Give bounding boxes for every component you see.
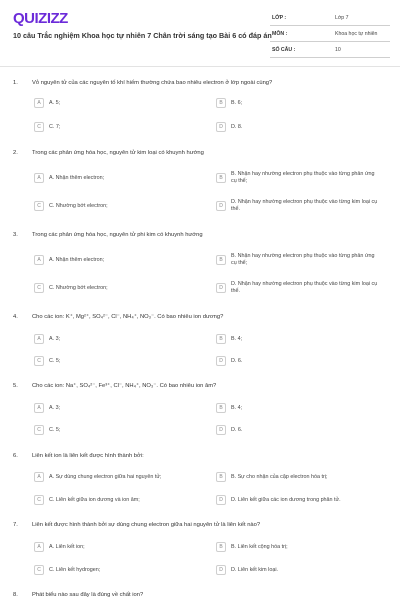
option-letter: C	[34, 201, 44, 211]
option-letter: A	[34, 255, 44, 265]
option-b[interactable]	[216, 98, 376, 110]
question-text: Liên kết được hình thành bởi sự dùng chung electron giữa hai nguyên tử là liên kết nào?	[32, 522, 261, 528]
question-number: 4.	[13, 314, 18, 320]
option-letter: D	[216, 283, 226, 293]
option-c[interactable]	[34, 425, 194, 437]
option-c[interactable]	[34, 201, 194, 213]
question-number: 3.	[13, 232, 18, 238]
option-letter: A	[34, 542, 44, 552]
meta-row-count	[270, 42, 390, 58]
option-letter: C	[34, 425, 44, 435]
option-letter: D	[216, 201, 226, 211]
option-text: A. Nhận thêm electron;	[49, 257, 105, 263]
meta-value: 10	[335, 47, 341, 53]
option-text: D. 6.	[231, 358, 243, 364]
meta-row-grade	[270, 10, 390, 26]
option-text: D. Liên kết kim loại.	[231, 567, 279, 573]
option-letter: C	[34, 356, 44, 366]
option-d[interactable]	[216, 283, 376, 295]
option-b[interactable]	[216, 255, 376, 267]
option-text: C. Liên kết giữa ion dương và ion âm;	[49, 497, 140, 503]
option-text: D. Liên kết giữa các ion dương trong phân tử.	[231, 497, 341, 503]
option-letter: D	[216, 565, 226, 575]
question-text: Phát biểu nào sau đây là đúng về chất ion?	[32, 592, 144, 598]
option-letter: D	[216, 495, 226, 505]
option-letter: A	[34, 334, 44, 344]
option-text: B. Nhận hay nhường electron phụ thuộc vào từng phản ứng cụ thể;	[231, 171, 375, 184]
option-letter: A	[34, 472, 44, 482]
option-c[interactable]	[34, 283, 194, 295]
option-text: C. Nhường bớt electron;	[49, 203, 108, 209]
option-text: C. Nhường bớt electron;	[49, 285, 108, 291]
option-text: B. 4;	[231, 336, 243, 342]
option-letter: D	[216, 356, 226, 366]
option-c[interactable]	[34, 122, 194, 134]
option-text: D. 6.	[231, 427, 243, 433]
option-text: A. Sự dùng chung electron giữa hai nguyên tử;	[49, 474, 162, 480]
question-text: Trong các phản ứng hóa học, nguyên tử kim loại có khuynh hướng	[32, 150, 204, 156]
option-a[interactable]	[34, 334, 194, 346]
option-letter: C	[34, 565, 44, 575]
option-letter: D	[216, 425, 226, 435]
meta-key: SỐ CÂU :	[272, 47, 296, 53]
question-number: 2.	[13, 150, 18, 156]
question-text: Trong các phản ứng hóa học, nguyên tử phi kim có khuynh hướng	[32, 232, 203, 238]
option-letter: B	[216, 255, 226, 265]
option-b[interactable]	[216, 173, 376, 185]
option-text: B. Liên kết cộng hóa trị;	[231, 544, 288, 550]
option-text: A. 5;	[49, 100, 61, 106]
option-c[interactable]	[34, 356, 194, 368]
option-letter: B	[216, 98, 226, 108]
worksheet-title: 10 câu Trắc nghiệm Khoa học tự nhiên 7 Chân trời sáng tạo Bài 6 có đáp án	[13, 31, 272, 40]
question-text: Cho các ion: Na⁺, SO₄²⁻, Fe³⁺, Cl⁻, NH₄⁺, NO₃⁻. Có bao nhiêu ion âm?	[32, 383, 217, 389]
option-text: D. 8.	[231, 124, 243, 130]
option-b[interactable]	[216, 542, 376, 554]
option-a[interactable]	[34, 403, 194, 415]
option-text: C. 5;	[49, 358, 61, 364]
option-text: B. Sự cho nhận của cặp electron hóa trị;	[231, 474, 328, 480]
option-d[interactable]	[216, 425, 376, 437]
option-letter: C	[34, 122, 44, 132]
option-text: A. Nhận thêm electron;	[49, 175, 105, 181]
option-text: D. Nhận hay nhường electron phụ thuộc vào từng kim loại cụ thể.	[231, 199, 378, 212]
meta-row-subject	[270, 26, 390, 42]
question-text: Cho các ion: K⁺, Mg²⁺, SO₄²⁻, Cl⁻, NH₄⁺, NO₃⁻. Có bao nhiêu ion dương?	[32, 314, 224, 320]
option-letter: A	[34, 173, 44, 183]
option-d[interactable]	[216, 495, 376, 507]
option-text: A. Liên kết ion;	[49, 544, 85, 550]
option-d[interactable]	[216, 565, 376, 577]
option-letter: B	[216, 542, 226, 552]
option-b[interactable]	[216, 403, 376, 415]
option-c[interactable]	[34, 565, 194, 577]
worksheet-header	[0, 0, 400, 64]
question-number: 6.	[13, 453, 18, 459]
question-text: Liên kết ion là liên kết được hình thành bởi:	[32, 453, 144, 459]
option-a[interactable]	[34, 98, 194, 110]
question-number: 1.	[13, 80, 18, 86]
option-letter: B	[216, 472, 226, 482]
option-text: C. 5;	[49, 427, 61, 433]
option-c[interactable]	[34, 495, 194, 507]
option-d[interactable]	[216, 201, 376, 213]
option-letter: B	[216, 173, 226, 183]
question-number: 7.	[13, 522, 18, 528]
option-a[interactable]	[34, 255, 194, 267]
option-a[interactable]	[34, 542, 194, 554]
option-a[interactable]	[34, 472, 194, 484]
worksheet-meta-table	[270, 10, 390, 58]
option-b[interactable]	[216, 472, 376, 484]
option-letter: C	[34, 283, 44, 293]
option-text: C. 7;	[49, 124, 61, 130]
option-text: B. 6;	[231, 100, 243, 106]
option-b[interactable]	[216, 334, 376, 346]
option-d[interactable]	[216, 356, 376, 368]
meta-key: MÔN :	[272, 31, 288, 37]
option-a[interactable]	[34, 173, 194, 185]
question-text: Vỏ nguyên tử của các nguyên tố khí hiếm thường chứa bao nhiêu electron ở lớp ngoài cùng?	[32, 80, 273, 86]
question-number: 8.	[13, 592, 18, 598]
meta-key: LỚP :	[272, 15, 287, 21]
quizizz-logo: QUIZIZZ	[13, 10, 68, 27]
option-text: A. 3;	[49, 405, 61, 411]
option-letter: C	[34, 495, 44, 505]
option-text: A. 3;	[49, 336, 61, 342]
option-letter: A	[34, 98, 44, 108]
header-divider	[0, 66, 400, 67]
option-text: B. 4;	[231, 405, 243, 411]
meta-value: Lớp 7	[335, 15, 349, 21]
option-text: D. Nhận hay nhường electron phụ thuộc vào từng kim loại cụ thể.	[231, 281, 378, 294]
meta-value: Khoa học tự nhiên	[335, 31, 378, 37]
option-letter: B	[216, 334, 226, 344]
option-text: C. Liên kết hydrogen;	[49, 567, 101, 573]
option-text: B. Nhận hay nhường electron phụ thuộc vào từng phản ứng cụ thể;	[231, 253, 375, 266]
question-number: 5.	[13, 383, 18, 389]
option-letter: A	[34, 403, 44, 413]
option-letter: D	[216, 122, 226, 132]
option-letter: B	[216, 403, 226, 413]
option-d[interactable]	[216, 122, 376, 134]
